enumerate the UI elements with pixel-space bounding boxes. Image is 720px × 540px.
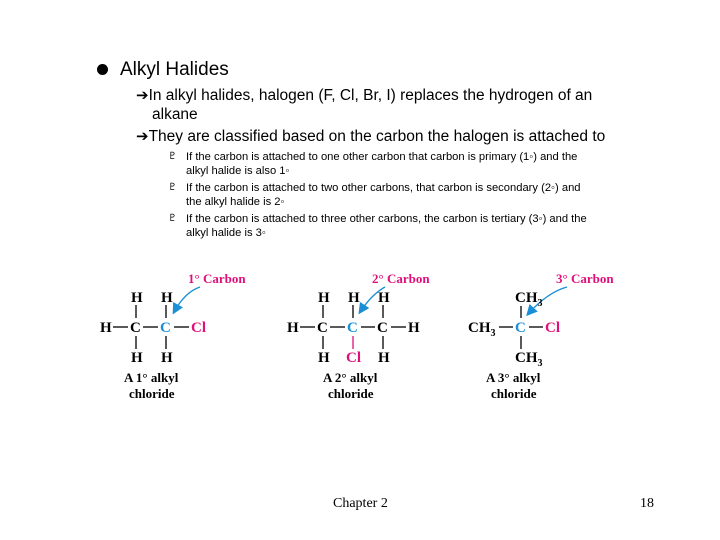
secondary-caption: A 2° alkyl [323, 370, 378, 385]
atom-c-highlight: C [347, 320, 358, 336]
atom-h: H [161, 290, 173, 306]
tertiary-caption: chloride [491, 386, 537, 401]
atom-h: H [378, 350, 390, 366]
arrow-bullet-icon: ➔ [136, 86, 149, 104]
atom-h: H [318, 290, 330, 306]
atom-c: C [377, 320, 388, 336]
atom-h: H [378, 290, 390, 306]
primary-pointer-arrow [174, 287, 200, 312]
atom-h: H [408, 320, 420, 336]
atom-h: H [131, 290, 143, 306]
secondary-structure [287, 271, 430, 401]
tertiary-structure [468, 271, 614, 401]
tertiary-carbon-label: 3° Carbon [556, 271, 614, 286]
atom-c: C [317, 320, 328, 336]
atom-cl: Cl [545, 320, 560, 336]
atom-h: H [287, 320, 299, 336]
sub-bullet-icon: ♇ [168, 151, 177, 162]
atom-c-highlight: C [160, 320, 171, 336]
sub-bullet-icon: ♇ [168, 182, 177, 193]
primary-caption: A 1° alkyl [124, 370, 179, 385]
footer-page-number: 18 [640, 496, 654, 511]
atom-h: H [318, 350, 330, 366]
atom-c: C [130, 320, 141, 336]
secondary-carbon-label: 2° Carbon [372, 271, 430, 286]
atom-ch: $CH_3$ [515, 350, 543, 369]
point-halogen-replaces: ➔In alkyl halides, halogen (F, Cl, Br, I) replaces the hydrogen of an alkane [136, 86, 593, 123]
sub-bullet-icon: ♇ [168, 213, 177, 224]
point-classified: ➔They are classified based on the carbon the halogen is attached to [136, 127, 606, 145]
atom-ch: $CH_3$ [468, 320, 496, 339]
slide-title: Alkyl Halides [120, 59, 229, 80]
atom-h: H [161, 350, 173, 366]
atom-cl: Cl [346, 350, 361, 366]
primary-structure [100, 271, 246, 401]
atom-ch: $CH_3$ [515, 290, 543, 309]
tertiary-caption: A 3° alkyl [486, 370, 541, 385]
secondary-caption: chloride [328, 386, 374, 401]
atom-c-highlight: C [515, 320, 526, 336]
atom-h: H [100, 320, 112, 336]
primary-caption: chloride [129, 386, 175, 401]
atom-h: H [131, 350, 143, 366]
primary-carbon-label: 1° Carbon [188, 271, 246, 286]
atom-cl: Cl [191, 320, 206, 336]
sub-point-primary: If the carbon is attached to one other carbon that carbon is primary (1◦) and the alkyl halide is also 1◦ [186, 151, 578, 177]
sub-point-tertiary: If the carbon is attached to three other carbons, the carbon is tertiary (3◦) and the alkyl halide is 3◦ [186, 213, 587, 239]
footer-chapter: Chapter 2 [333, 496, 388, 511]
atom-h: H [348, 290, 360, 306]
arrow-bullet-icon: ➔ [136, 127, 149, 145]
sub-point-secondary: If the carbon is attached to two other carbons, that carbon is secondary (2◦) and the alkyl halide is 2◦ [186, 182, 581, 208]
